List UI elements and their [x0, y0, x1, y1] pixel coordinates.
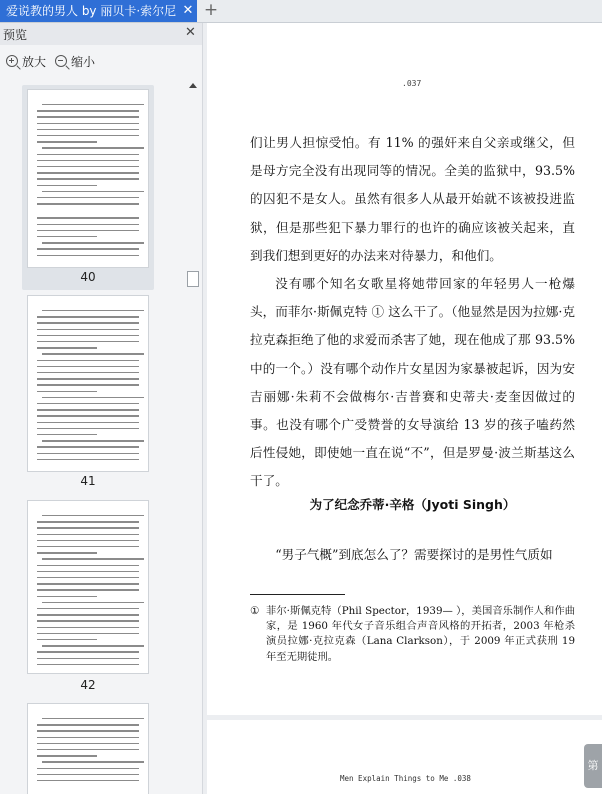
- thumbnail-text-line: [37, 730, 139, 731]
- thumbnail-text-line: [37, 589, 139, 590]
- zoom-out-icon: [55, 55, 67, 67]
- section-heading: 为了纪念乔蒂·辛格（Jyoti Singh）: [309, 497, 516, 512]
- thumbnail-text-line: [42, 397, 144, 398]
- side-panel-handle[interactable]: [584, 744, 602, 788]
- thumbnail-text-line: [37, 664, 139, 665]
- thumbnail-text-line: [37, 391, 97, 392]
- document-page-38: [207, 720, 602, 794]
- thumbnail-text-line: [37, 141, 97, 142]
- thumbnail-text-line: [37, 341, 139, 342]
- thumbnail-text-line: [37, 434, 97, 435]
- thumbnail-text-line: [42, 602, 144, 603]
- thumbnail-text-line: [42, 191, 144, 192]
- thumbnail-text-line: [37, 415, 139, 416]
- thumbnail-text-line: [37, 172, 139, 173]
- thumbnail-text-line: [37, 527, 139, 528]
- page-body: [250, 129, 575, 496]
- thumbnail-text-line: [37, 378, 139, 379]
- thumbnail-text-line: [37, 614, 139, 615]
- zoom-in-button[interactable]: [6, 53, 46, 69]
- thumbnail-text-line: [37, 322, 139, 323]
- paragraph-1: 们让男人担惊受怕。有 11% 的强奸来自父亲或继父，但是母方完全没有出现同等的情况。全美的监狱中，93.5% 的囚犯不是女人。虽然有很多人从最开始就不该被投进监狱，但是那些犯下暴力罪行的也许的确应该被关起来，直到我们想到更好的办法来对待暴力，和他们。: [250, 135, 575, 263]
- thumbnail-text-line: [37, 116, 139, 117]
- thumbnail-text-line: [37, 540, 139, 541]
- thumbnail-label-42: 42: [80, 678, 96, 692]
- thumbnail-label-40: 40: [80, 270, 96, 284]
- paragraph-2: 没有哪个知名女歌星将她带回家的年轻男人一枪爆头，而菲尔·斯佩克特 ① 这么干了。（他显然是因为拉娜·克拉克森拒绝了他的求爱而杀害了她，现在他成了那 93.5% 中的一个。）没有哪个动作片女星因为家暴被起诉，因为安吉丽娜·朱莉不会做梅尔·吉普赛和史蒂夫·麦奎因做过的事。也没有哪个广受赞誉的女导演给 13 岁的孩子嗑药然后性侵她，即使她一直在说“不”，但是罗曼·波兰斯基这么干了。: [250, 276, 575, 489]
- thumbnail-text-line: [42, 310, 144, 311]
- page-thumbnail-42[interactable]: [27, 500, 149, 674]
- page-thumbnail-41[interactable]: [27, 295, 149, 472]
- footnote-divider: [250, 594, 345, 595]
- thumbnail-text-line: [37, 422, 139, 423]
- thumbnail-text-line: [37, 768, 139, 769]
- thumbnail-text-line: [37, 620, 139, 621]
- thumbnail-text-line: [37, 743, 139, 744]
- thumbnail-text-line: [37, 596, 97, 597]
- thumbnail-text-line: [42, 147, 144, 148]
- thumbnail-text-line: [37, 521, 139, 522]
- thumbnail-text-line: [42, 515, 144, 516]
- thumbnail-text-line: [37, 577, 139, 578]
- thumbnail-text-line: [37, 627, 139, 628]
- thumbnail-text-line: [37, 166, 139, 167]
- thumbnail-text-line: [37, 372, 139, 373]
- thumbnail-text-line: [37, 583, 139, 584]
- thumbnail-text-line: [37, 384, 139, 385]
- document-tab[interactable]: [0, 0, 197, 22]
- thumbnail-text-line: [37, 154, 139, 155]
- thumbnail-text-line: [37, 755, 97, 756]
- thumbnail-text-line: [37, 224, 139, 225]
- thumbnail-text-line: [37, 230, 139, 231]
- thumbnail-text-line: [37, 608, 139, 609]
- thumbnail-text-line: [37, 203, 139, 204]
- thumbnail-text-line: [37, 185, 97, 186]
- thumbnail-text-line: [37, 329, 139, 330]
- thumbnail-text-line: [37, 651, 139, 652]
- thumbnail-text-line: [37, 633, 139, 634]
- thumbnail-text-line: [37, 403, 139, 404]
- paragraph-3: “男子气概”到底怎么了？需要探讨的是男性气质如: [275, 547, 553, 562]
- thumbnail-text-line: [42, 645, 144, 646]
- preview-panel: [0, 23, 203, 794]
- page-thumbnail-40[interactable]: [27, 89, 149, 268]
- thumbnail-text-line: [42, 104, 144, 105]
- thumbnail-text-line: [37, 453, 139, 454]
- thumbnail-text-line: [37, 366, 139, 367]
- thumbnail-text-line: [37, 347, 97, 348]
- thumbnail-text-line: [37, 534, 139, 535]
- thumbnail-text-line: [37, 459, 139, 460]
- thumbnail-text-line: [37, 571, 139, 572]
- thumbnail-text-line: [37, 639, 97, 640]
- page-thumbnail-43[interactable]: [27, 703, 149, 794]
- preview-panel-title: 预览: [3, 28, 28, 42]
- thumbnail-text-line: [37, 658, 139, 659]
- zoom-in-label: 放大: [22, 54, 47, 69]
- side-handle-label: 第: [587, 759, 599, 772]
- thumbnail-text-line: [37, 546, 139, 547]
- thumbnail-text-line: [37, 774, 139, 775]
- thumbnail-text-line: [37, 110, 139, 111]
- thumbnail-text-line: [37, 360, 139, 361]
- zoom-in-icon: [6, 55, 18, 67]
- thumbnail-text-line: [37, 178, 139, 179]
- thumbnail-text-line: [37, 217, 139, 218]
- footnote-mark: ①: [250, 605, 260, 617]
- thumbnail-text-line: [37, 428, 139, 429]
- close-panel-icon[interactable]: ✕: [185, 25, 196, 40]
- scrollbar-thumb[interactable]: [187, 271, 199, 287]
- document-tab-title: 爱说教的男人 by 丽贝卡·索尔尼: [6, 4, 177, 18]
- thumbnail-text-line: [42, 353, 144, 354]
- thumbnail-text-line: [37, 255, 139, 256]
- scroll-up-icon[interactable]: [189, 83, 197, 88]
- thumbnail-text-line: [42, 761, 144, 762]
- thumbnail-text-line: [37, 129, 139, 130]
- thumbnail-text-line: [37, 335, 139, 336]
- thumbnail-text-line: [37, 123, 139, 124]
- zoom-out-button[interactable]: [55, 53, 95, 69]
- thumbnail-text-line: [37, 552, 97, 553]
- thumbnail-text-line: [37, 409, 139, 410]
- document-page-37: [207, 23, 602, 715]
- thumbnail-text-line: [42, 242, 144, 243]
- thumbnail-text-line: [37, 737, 139, 738]
- thumbnail-text-line: [37, 780, 139, 781]
- preview-scrollbar[interactable]: [185, 81, 201, 794]
- thumbnail-text-line: [37, 724, 139, 725]
- running-head: Men Explain Things to Me .038: [340, 774, 471, 783]
- thumbnail-text-line: [42, 558, 144, 559]
- thumbnail-text-line: [37, 565, 139, 566]
- close-tab-icon[interactable]: ✕: [182, 3, 194, 18]
- new-tab-icon[interactable]: +: [203, 0, 219, 20]
- thumbnail-label-41: 41: [80, 474, 96, 488]
- thumbnail-text-line: [37, 316, 139, 317]
- thumbnail-text-line: [37, 248, 139, 249]
- footnote: [250, 604, 575, 665]
- thumbnail-text-line: [37, 446, 139, 447]
- thumbnail-text-line: [37, 236, 97, 237]
- tab-bar: [0, 0, 602, 23]
- thumbnail-text-line: [37, 135, 139, 136]
- thumbnail-text-line: [37, 197, 139, 198]
- zoom-out-label: 缩小: [71, 54, 96, 69]
- thumbnail-text-line: [42, 718, 144, 719]
- thumbnail-text-line: [42, 440, 144, 441]
- thumbnail-text-line: [37, 160, 139, 161]
- thumbnail-text-line: [37, 749, 139, 750]
- preview-panel-header: [0, 23, 202, 45]
- footnote-text: 菲尔·斯佩克特（Phil Spector，1939— ），美国音乐制作人和作曲家，是 1960 年代女子音乐组合声音风格的开拓者，2003 年枪杀演员拉娜·克拉克森（Lana Clarkson），于 2009 年正式获刑 19 年至无期徒刑。: [266, 605, 575, 663]
- page-number: .037: [402, 79, 422, 88]
